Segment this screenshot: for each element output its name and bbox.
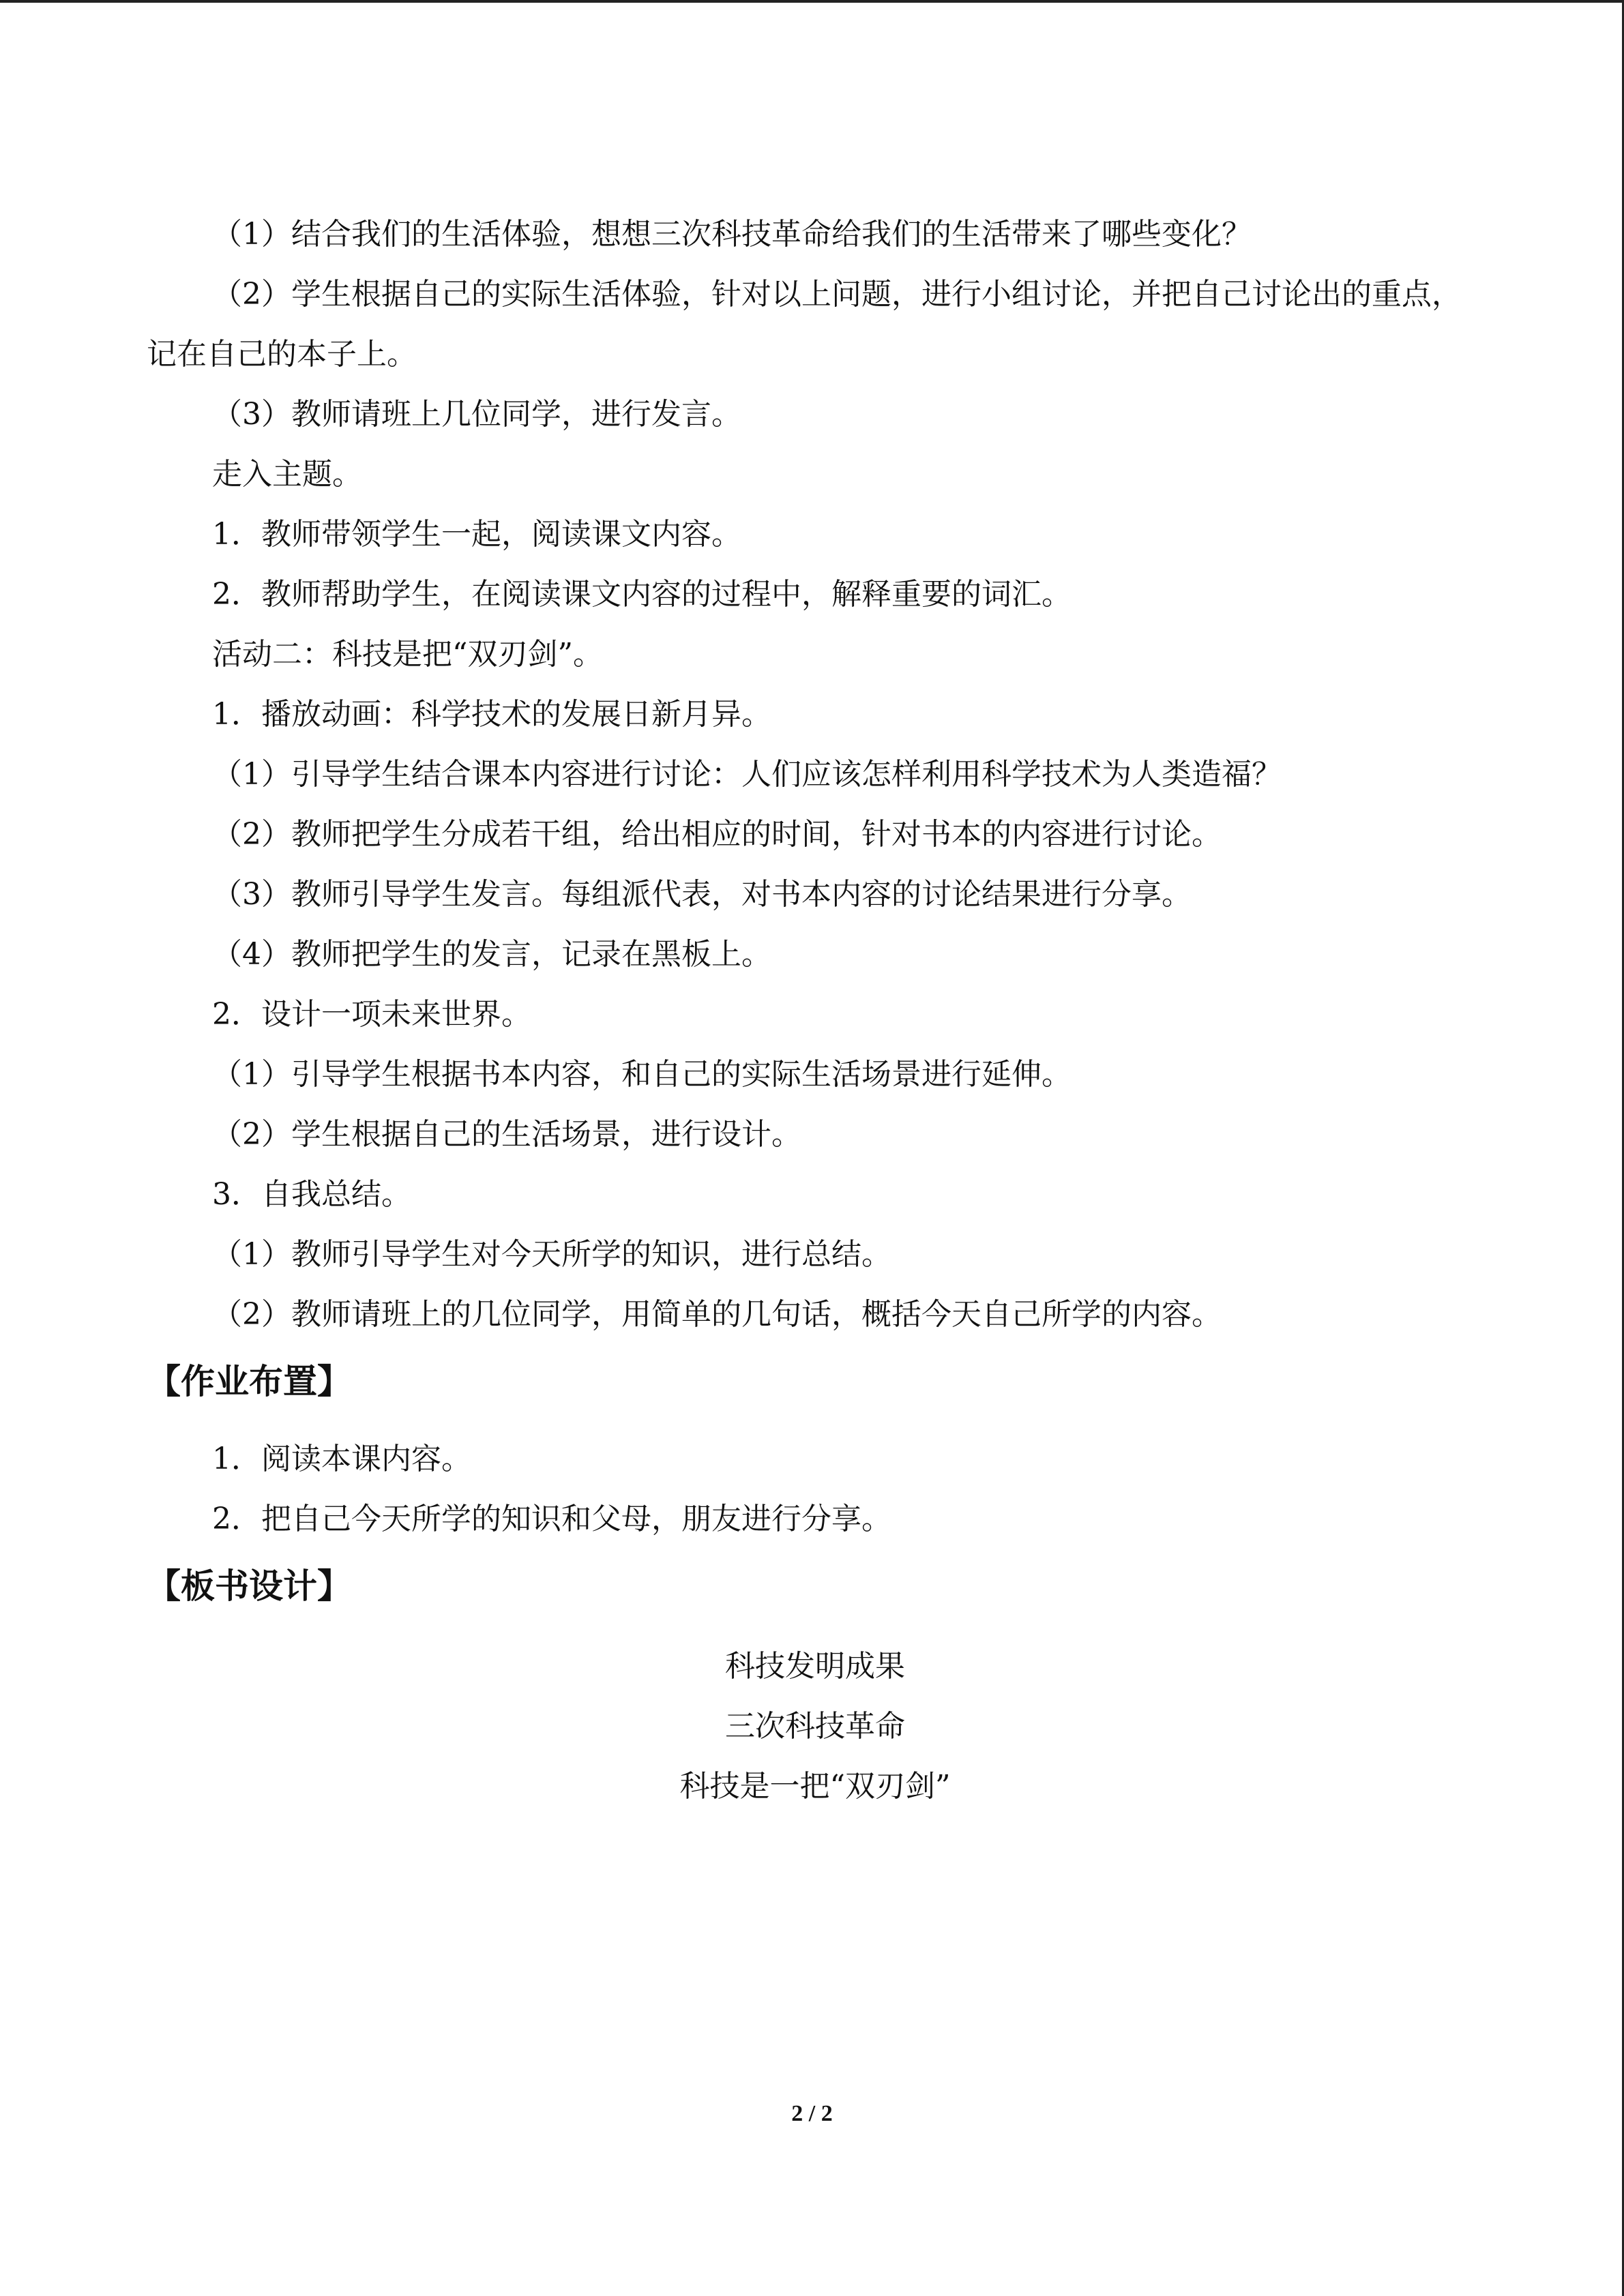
paragraph-2: （2）学生根据自己的实际生活体验，针对以上问题，进行小组讨论，并把自己讨论出的重点，记在自己的本子上。	[147, 277, 1462, 372]
paragraph-10: （2）教师把学生分成若干组，给出相应的时间，针对书本的内容进行讨论。	[212, 817, 1222, 852]
paragraph-6: 2．教师帮助学生，在阅读课文内容的过程中，解释重要的词汇。	[212, 577, 1072, 612]
board-design-line: 科技发明成果	[725, 1649, 905, 1684]
board-design-line: 三次科技革命	[725, 1709, 905, 1744]
homework-item: 1．阅读本课内容。	[212, 1442, 471, 1476]
paragraph-13: 2．设计一项未来世界。	[212, 997, 531, 1032]
paragraph-8: 1．播放动画：科学技术的发展日新月异。	[212, 697, 771, 732]
paragraph-16: 3．自我总结。	[212, 1177, 411, 1212]
homework-item: 2．把自己今天所学的知识和父母，朋友进行分享。	[212, 1502, 891, 1536]
paragraph-7: 活动二：科技是把“双刃剑”。	[212, 637, 603, 672]
paragraph-12: （4）教师把学生的发言，记录在黑板上。	[212, 937, 771, 972]
board-design-heading: 【板书设计】	[147, 1566, 351, 1606]
top-border	[0, 0, 1624, 3]
board-design-block	[147, 1637, 1483, 1817]
paragraph-9: （1）引导学生结合课本内容进行讨论：人们应该怎样利用科学技术为人类造福？	[212, 757, 1282, 792]
paragraph-14: （1）引导学生根据书本内容，和自己的实际生活场景进行延伸。	[212, 1057, 1072, 1092]
page-number: 2 / 2	[791, 2101, 833, 2126]
paragraph-3: （3）教师请班上几位同学，进行发言。	[212, 397, 741, 432]
board-design-line: 科技是一把“双刃剑”	[679, 1769, 951, 1804]
paragraph-4: 走入主题。	[212, 457, 362, 492]
paragraph-15: （2）学生根据自己的生活场景，进行设计。	[212, 1117, 801, 1152]
document-page	[147, 205, 1483, 1817]
paragraph-18: （2）教师请班上的几位同学，用简单的几句话，概括今天自己所学的内容。	[212, 1297, 1222, 1332]
homework-heading: 【作业布置】	[147, 1362, 351, 1401]
paragraph-17: （1）教师引导学生对今天所学的知识，进行总结。	[212, 1237, 891, 1272]
paragraph-1: （1）结合我们的生活体验，想想三次科技革命给我们的生活带来了哪些变化？	[212, 217, 1252, 252]
paragraph-5: 1．教师带领学生一起，阅读课文内容。	[212, 517, 741, 552]
paragraph-11: （3）教师引导学生发言。每组派代表，对书本内容的讨论结果进行分享。	[212, 877, 1192, 912]
